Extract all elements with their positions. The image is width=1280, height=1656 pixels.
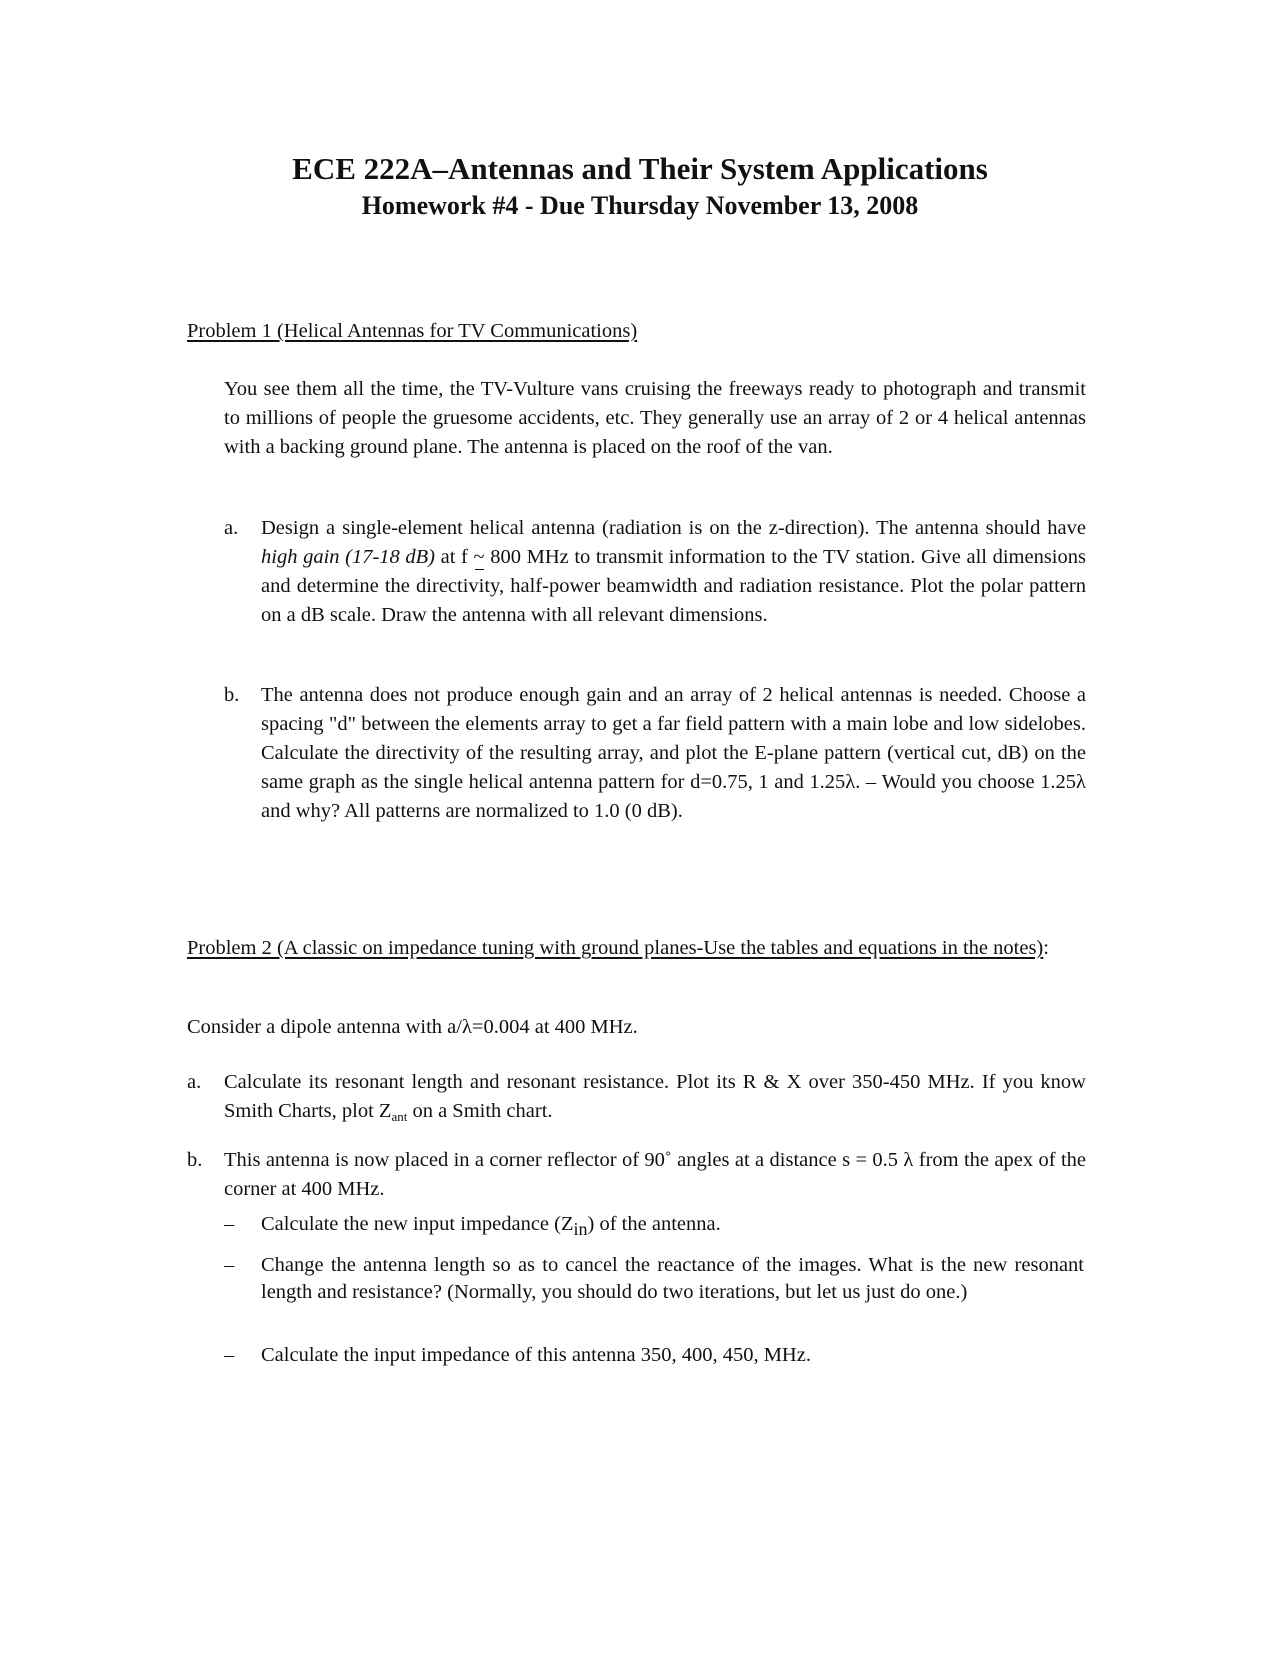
problem-1-heading-text: Problem 1 (Helical Antennas for TV Communications) (187, 320, 638, 342)
problem-1-part-a-text: Design a single-element helical antenna (radiation is on the z-direction). The antenna should have high gain (17-18 dB) at f ~ 800 MHz to transmit information to the TV station. Give all dimensions and determine the directivity, half-power beamwidth and radiation resistance. Plot the polar pattern on a dB scale. Draw the antenna with all relevant dimensions. (261, 517, 1086, 626)
problem-2-part-b (187, 1146, 1086, 1206)
dash-marker: – (224, 1254, 235, 1276)
document-subtitle: Homework #4 - Due Thursday November 13, 2008 (361, 191, 919, 220)
problem-2-part-a (187, 1068, 1086, 1128)
problem-2-subitem-3-text: Calculate the input impedance of this antenna 350, 400, 450, MHz. (261, 1344, 811, 1366)
problem-2-part-a-text: Calculate its resonant length and resonant resistance. Plot its R & X over 350-450 MHz. If you know Smith Charts, plot $Z_{ant}$ on a Smith chart. (224, 1071, 1086, 1124)
dash-marker: – (224, 1213, 235, 1235)
dash-marker: – (224, 1344, 235, 1366)
problem-2-subitem-1 (224, 1211, 1086, 1241)
problem-2-subitem-2-text: Change the antenna length so as to cancel the reactance of the images. What is the new resonant length and resistance? (Normally, you should do two iterations, but let us just do one.) (261, 1254, 1084, 1303)
problem-2-part-b-text: This antenna is now placed in a corner reflector of 90˚ angles at a distance s = 0.5 λ from the apex of the corner at 400 MHz. (224, 1149, 1086, 1200)
problem-2-heading-text: Problem 2 (A classic on impedance tuning with ground planes-Use the tables and equations in the notes) (187, 937, 1044, 959)
approx-symbol: ~ (473, 546, 485, 568)
problem-1-part-a (224, 514, 1086, 659)
part-label: a. (224, 517, 239, 539)
part-label: b. (187, 1149, 203, 1171)
z-in-subscript: in (573, 1219, 588, 1239)
problem-2-subitem-1-text: Calculate the new input impedance $(Z_{in})$ of the antenna. (261, 1213, 721, 1239)
problem-1-intro: You see them all the time, the TV-Vulture vans cruising the freeways ready to photograph and transmit to millions of people the gruesome accidents, etc. They generally use an array of 2 or 4 helical antennas with a backing ground plane. The antenna is placed on the roof of the van. (224, 378, 1086, 458)
part-label: a. (187, 1071, 202, 1093)
problem-1-heading (187, 318, 1086, 345)
problem-2-subitem-2 (224, 1252, 1086, 1334)
z-ant-subscript: ant (391, 1109, 408, 1124)
problem-1-part-b-text: The antenna does not produce enough gain and an array of 2 helical antennas is needed. Choose a spacing "d" between the elements array to get a far field pattern with a main lobe and low sidelobes. Calculate the directivity of the resulting array, and plot the E-plane pattern (vertical cut, dB) on the same graph as the single helical antenna pattern for d=0.75, 1 and 1.25λ. – Would you choose 1.25λ and why? All patterns are normalized to 1.0 (0 dB). (261, 684, 1086, 822)
problem-2-heading: Problem 2 (A classic on impedance tuning with ground planes-Use the tables and equations in the notes): (187, 937, 1049, 959)
problem-2-intro: Consider a dipole antenna with a/λ=0.004 at 400 MHz. (187, 1016, 638, 1038)
part-label: b. (224, 684, 240, 706)
gain-spec: high gain (17-18 dB) (261, 546, 436, 568)
problem-1-part-b (224, 681, 1086, 855)
problem-2-subitem-3 (224, 1342, 1086, 1372)
document-title: ECE 222A–Antennas and Their System Applications (292, 151, 988, 186)
